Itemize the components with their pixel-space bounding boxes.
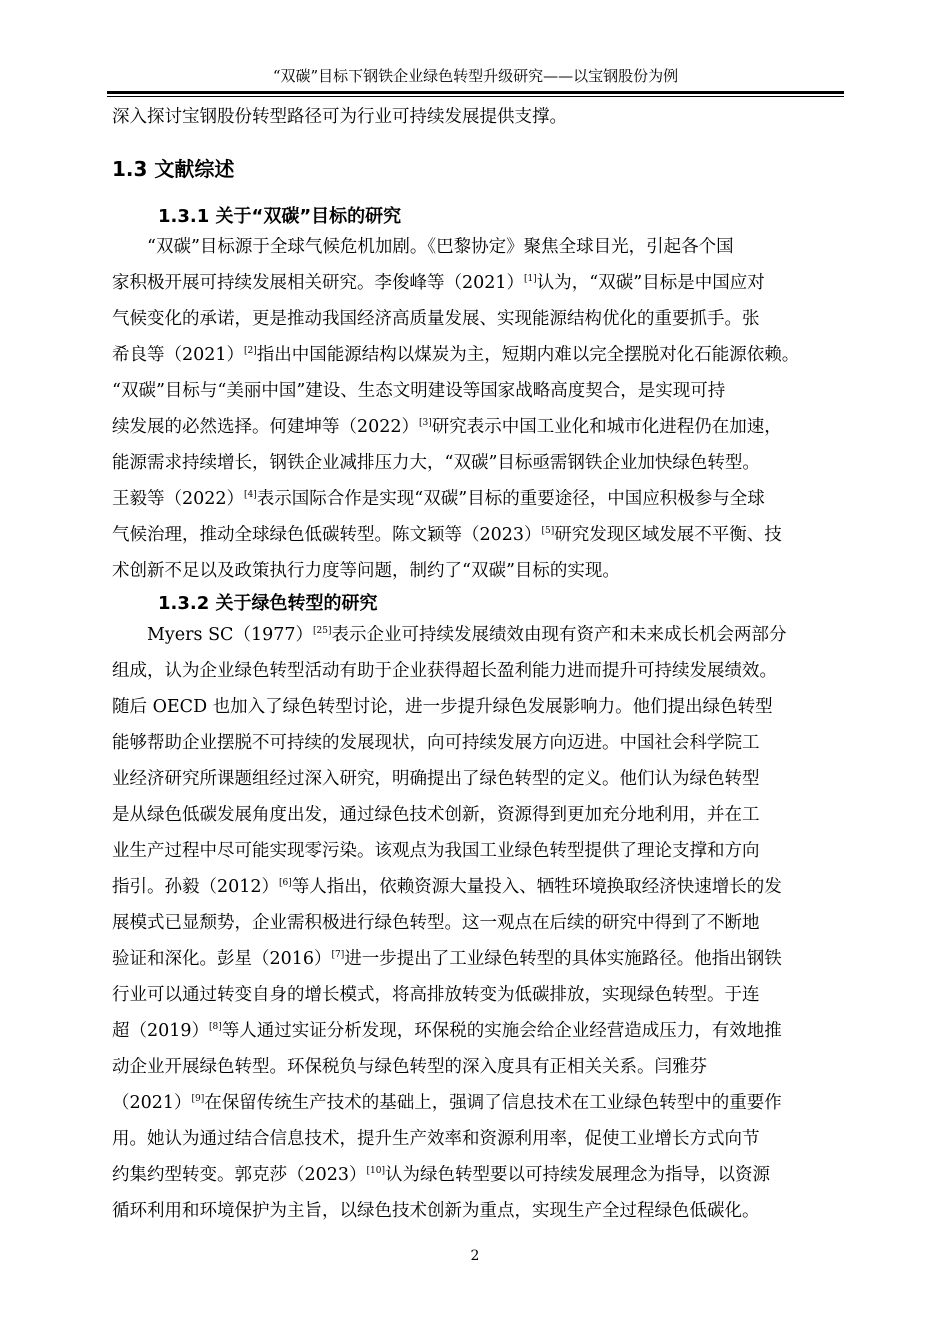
header-rule-thin xyxy=(107,96,844,97)
paragraph-line xyxy=(112,229,840,265)
citation-marker: [3] xyxy=(419,418,432,428)
citation-marker: [7] xyxy=(331,950,345,960)
paragraph-line xyxy=(112,265,840,301)
citation-marker: [25] xyxy=(313,626,332,636)
text-segment: “双碳”目标源于全球气候危机加剧。《巴黎协定》聚焦全球目光，引起各个国 xyxy=(147,237,734,257)
text-segment: 验证和深化。彭星（2016） xyxy=(112,949,332,969)
paragraph-line xyxy=(112,977,840,1013)
paragraph-line xyxy=(112,761,840,797)
page-number: 2 xyxy=(470,1248,480,1264)
text-segment: 业经济研究所课题组经过深入研究，明确提出了绿色转型的定义。他们认为绿色转型 xyxy=(112,769,760,789)
header-rule-thick xyxy=(107,91,844,94)
paragraph-line xyxy=(112,517,840,553)
text-segment: 希良等（2021） xyxy=(112,345,245,365)
text-segment: 研究表示中国工业化和城市化进程仍在加速， xyxy=(431,417,782,437)
paragraph-line xyxy=(112,941,840,977)
text-segment: 行业可以通过转变自身的增长模式，将高排放转变为低碳排放，实现绿色转型。于连 xyxy=(112,985,760,1005)
text-segment: 能源需求持续增长，钢铁企业减排压力大，“双碳”目标亟需钢铁企业加快绿色转型。 xyxy=(112,453,760,473)
text-segment: 等人通过实证分析发现，环保税的实施会给企业经营造成压力，有效地推 xyxy=(221,1021,782,1041)
paragraph-line xyxy=(112,445,840,481)
paragraph-line xyxy=(112,1085,840,1121)
paragraph-green-transformation xyxy=(112,617,840,1229)
citation-marker: [2] xyxy=(244,346,257,356)
paragraph-line xyxy=(112,301,840,337)
citation-marker: [8] xyxy=(209,1022,222,1032)
text-segment: 动企业开展绿色转型。环保税负与绿色转型的深入度具有正相关关系。闫雅芬 xyxy=(112,1057,707,1077)
text-segment: 等人指出，依赖资源大量投入、牺牲环境换取经济快速增长的发 xyxy=(291,877,782,897)
text-segment: 家积极开展可持续发展相关研究。李俊峰等（2021） xyxy=(112,273,525,293)
citation-marker: [1] xyxy=(524,274,537,284)
paragraph-line xyxy=(112,373,840,409)
text-segment: 是从绿色低碳发展角度出发，通过绿色技术创新，资源得到更加充分地利用，并在工 xyxy=(112,805,760,825)
citation-marker: [5] xyxy=(541,526,555,536)
text-segment: Myers SC（1977） xyxy=(147,625,313,645)
text-segment: 在保留传统生产技术的基础上，强调了信息技术在工业绿色转型中的重要作 xyxy=(204,1093,782,1113)
text-segment: 约集约型转变。郭克莎（2023） xyxy=(112,1165,367,1185)
text-segment: 气候治理，推动全球绿色低碳转型。陈文颖等（2023） xyxy=(112,525,542,545)
text-segment: （2021） xyxy=(112,1093,192,1113)
paragraph-line: 深入探讨宝钢股份转型路径可为行业可持续发展提供支撑。 xyxy=(112,107,567,127)
section-heading-1-3: 1.3 文献综述 xyxy=(112,157,235,181)
paragraph-line xyxy=(112,481,840,517)
citation-marker: [10] xyxy=(366,1166,386,1176)
paragraph-line xyxy=(112,617,840,653)
text-segment: “双碳”目标与“美丽中国”建设、生态文明建设等国家战略高度契合，是实现可持 xyxy=(112,381,726,401)
text-segment: 进一步提出了工业绿色转型的具体实施路径。他指出钢铁 xyxy=(344,949,782,969)
citation-marker: [4] xyxy=(244,490,257,500)
text-segment: 能够帮助企业摆脱不可持续的发展现状，向可持续发展方向迈进。中国社会科学院工 xyxy=(112,733,760,753)
text-segment: 术创新不足以及政策执行力度等问题，制约了“双碳”目标的实现。 xyxy=(112,561,620,581)
text-segment: 用。她认为通过结合信息技术，提升生产效率和资源利用率，促使工业增长方式向节 xyxy=(112,1129,760,1149)
text-segment: 认为，“双碳”目标是中国应对 xyxy=(536,273,765,293)
paragraph-line xyxy=(112,553,840,589)
citation-marker: [9] xyxy=(191,1094,205,1104)
text-segment: 表示企业可持续发展绩效由现有资产和未来成长机会两部分 xyxy=(331,625,787,645)
citation-marker: [6] xyxy=(279,878,292,888)
paragraph-line xyxy=(112,653,840,689)
text-segment: 指引。孙毅（2012） xyxy=(112,877,280,897)
paragraph-line xyxy=(112,337,840,373)
subsection-heading-1-3-1: 1.3.1 关于“双碳”目标的研究 xyxy=(158,206,402,227)
text-segment: 气候变化的承诺，更是推动我国经济高质量发展、实现能源结构优化的重要抓手。张 xyxy=(112,309,760,329)
paragraph-line xyxy=(112,1193,840,1229)
paragraph-line xyxy=(112,797,840,833)
text-segment: 随后 OECD 也加入了绿色转型讨论，进一步提升绿色发展影响力。他们提出绿色转型 xyxy=(112,697,773,717)
paragraph-line xyxy=(112,833,840,869)
paragraph-line xyxy=(112,905,840,941)
text-segment: 组成，认为企业绿色转型活动有助于企业获得超长盈利能力进而提升可持续发展绩效。 xyxy=(112,661,777,681)
text-segment: 超（2019） xyxy=(112,1021,210,1041)
intro-paragraph-tail xyxy=(112,99,840,135)
text-segment: 研究发现区域发展不平衡、技 xyxy=(554,525,782,545)
text-segment: 业生产过程中尽可能实现零污染。该观点为我国工业绿色转型提供了理论支撑和方向 xyxy=(112,841,760,861)
text-segment: 认为绿色转型要以可持续发展理念为指导，以资源 xyxy=(385,1165,771,1185)
paragraph-line xyxy=(112,689,840,725)
running-header: “双碳”目标下钢铁企业绿色转型升级研究——以宝钢股份为例 xyxy=(272,67,679,85)
paragraph-line xyxy=(112,1121,840,1157)
subsection-heading-1-3-2: 1.3.2 关于绿色转型的研究 xyxy=(158,593,378,614)
text-segment: 循环利用和环境保护为主旨，以绿色技术创新为重点，实现生产全过程绿色低碳化。 xyxy=(112,1201,760,1221)
paragraph-line xyxy=(112,1049,840,1085)
paragraph-line xyxy=(112,409,840,445)
text-segment: 指出中国能源结构以煤炭为主，短期内难以完全摆脱对化石能源依赖。 xyxy=(256,345,800,365)
text-segment: 续发展的必然选择。何建坤等（2022） xyxy=(112,417,420,437)
text-segment: 王毅等（2022） xyxy=(112,489,245,509)
paragraph-dual-carbon xyxy=(112,229,840,589)
paragraph-line xyxy=(112,725,840,761)
text-segment: 表示国际合作是实现“双碳”目标的重要途径，中国应积极参与全球 xyxy=(256,489,765,509)
paragraph-line xyxy=(112,1013,840,1049)
paragraph-line xyxy=(112,1157,840,1193)
paragraph-line xyxy=(112,869,840,905)
text-segment: 展模式已显颓势，企业需积极进行绿色转型。这一观点在后续的研究中得到了不断地 xyxy=(112,913,760,933)
